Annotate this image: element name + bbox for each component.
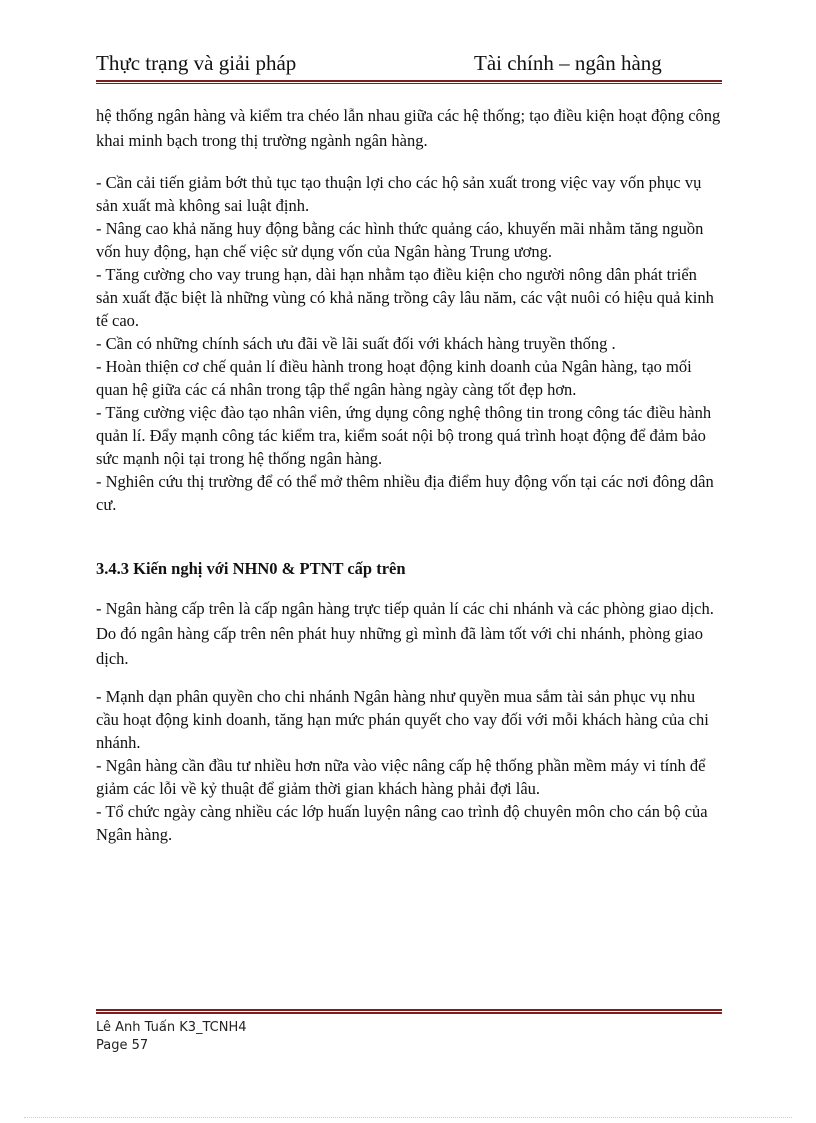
page-header (96, 48, 722, 80)
list-item: - Cần có những chính sách ưu đãi về lãi suất đối với khách hàng truyền thống . (96, 334, 616, 353)
section-paragraph: - Ngân hàng cấp trên là cấp ngân hàng trực tiếp quản lí các chi nhánh và các phòng giao dịch. Do đó ngân hàng cấp trên nên phát huy những gì mình đã làm tốt với chi nhánh, phòng giao dịch. (96, 599, 714, 668)
section-heading: 3.4.3 Kiến nghị với NHN0 & PTNT cấp trên (96, 559, 406, 578)
list-item: - Tăng cường việc đào tạo nhân viên, ứng dụng công nghệ thông tin trong công tác điều hành quản lí. Đẩy mạnh công tác kiểm tra, kiểm soát nội bộ trong quá trình hoạt động để đảm bảo sức mạnh nội tại trong hệ thống ngân hàng. (96, 403, 712, 468)
list-item: - Nâng cao khả năng huy động bằng các hình thức quảng cáo, khuyến mãi nhằm tăng nguồn vốn huy động, hạn chế việc sử dụng vốn của Ngân hàng Trung ương. (96, 219, 704, 261)
footer-page-number: Page 57 (96, 1038, 149, 1053)
list-item: - Hoàn thiện cơ chế quản lí điều hành trong hoạt động kinh doanh của Ngân hàng, tạo mối quan hệ giữa các cá nhân trong tập thể ngân hàng ngày càng tốt đẹp hơn. (96, 357, 692, 399)
header-title-right: Tài chính – ngân hàng (474, 51, 662, 75)
list-item: - Nghiên cứu thị trường để có thể mở thêm nhiều địa điểm huy động vốn tại các nơi đông dân cư. (96, 472, 714, 514)
list-item: - Tổ chức ngày càng nhiều các lớp huấn luyện nâng cao trình độ chuyên môn cho cán bộ của Ngân hàng. (96, 802, 708, 844)
page-edge-divider (24, 1117, 792, 1118)
list-item: - Cần cải tiến giảm bớt thủ tục tạo thuận lợi cho các hộ sản xuất trong việc vay vốn phục vụ sản xuất mà không sai luật định. (96, 173, 702, 215)
document-body (96, 103, 722, 846)
recommendation-list (96, 171, 722, 516)
list-item: - Mạnh dạn phân quyền cho chi nhánh Ngân hàng như quyền mua sắm tài sản phục vụ nhu cầu hoạt động kinh doanh, tăng hạn mức phán quyết cho vay đối với mỗi khách hàng của chi nhánh. (96, 687, 709, 752)
footer-author: Lê Anh Tuấn K3_TCNH4 (96, 1020, 247, 1035)
header-title-left: Thực trạng và giải pháp (96, 51, 297, 75)
header-rule (96, 80, 722, 84)
page-footer (96, 1019, 247, 1055)
intro-paragraph: hệ thống ngân hàng và kiểm tra chéo lẫn nhau giữa các hệ thống; tạo điều kiện hoạt động công khai minh bạch trong thị trường ngành ngân hàng. (96, 106, 721, 150)
upper-level-recommendation-list (96, 685, 722, 846)
list-item: - Tăng cường cho vay trung hạn, dài hạn nhằm tạo điều kiện cho người nông dân phát triển sản xuất đặc biệt là những vùng có khả năng trồng cây lâu năm, các vật nuôi có hiệu quả kinh tế cao. (96, 265, 714, 330)
list-item: - Ngân hàng cần đầu tư nhiều hơn nữa vào việc nâng cấp hệ thống phần mềm máy vi tính để giảm các lỗi về kỷ thuật để giảm thời gian khách hàng phải đợi lâu. (96, 756, 706, 798)
footer-rule (96, 1009, 722, 1014)
